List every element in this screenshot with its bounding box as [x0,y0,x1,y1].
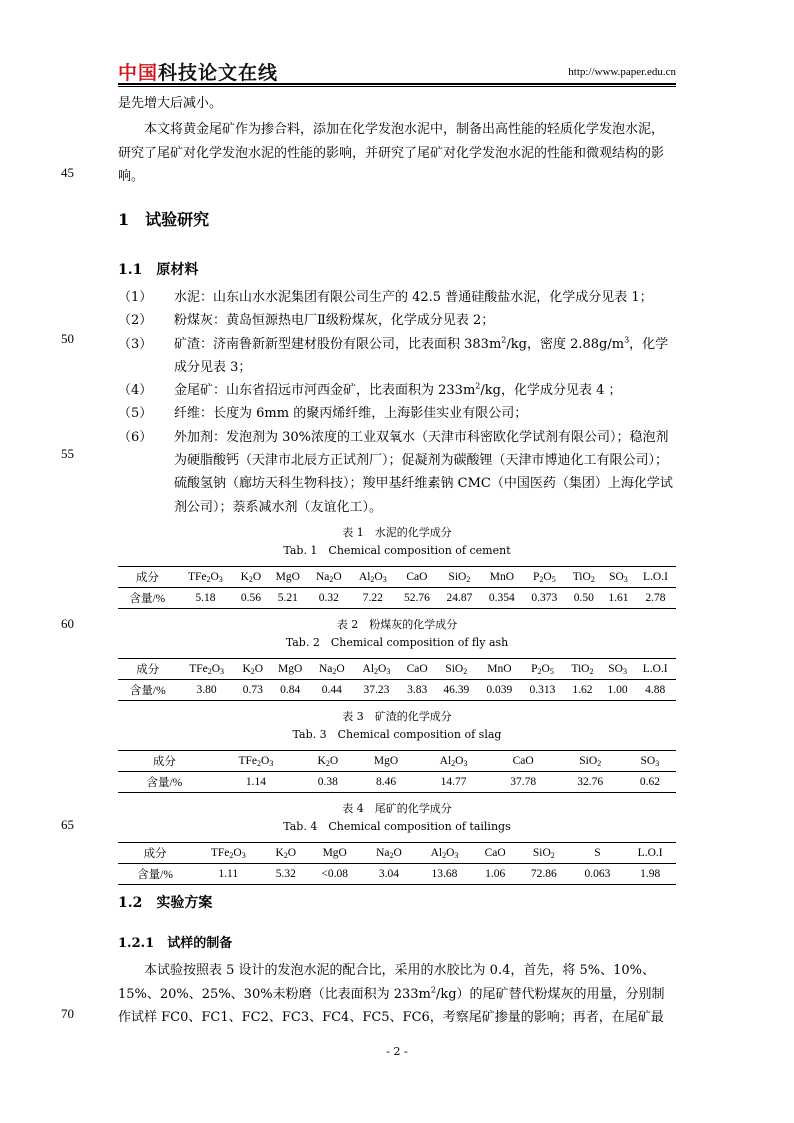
table-cell: 0.38 [301,772,354,793]
table-cell: 37.78 [490,772,557,793]
header-url[interactable]: http://www.paper.edu.cn [568,66,676,78]
table-cell: 含量/% [118,772,211,793]
table-header-cell: CaO [473,843,517,864]
list-item: （6） 外加剂：发泡剂为 30%浓度的工业双氧水（天津市科密欧化学试剂有限公司）；稳泡剂为硬脂酸钙（天津市北辰方正试剂厂）；促凝剂为碳酸锂（天津市博迪化工有限公司）；硫酸氢钠（廊坊天科生物科技）；羧甲基纤维素钠 CMC（中国医药（集团）上海化学试剂公司）；萘系减水剂（友谊化工）。 [118,429,673,515]
table-cell: 1.00 [601,680,635,701]
table-cell: 3.83 [400,680,435,701]
table-cell: 52.76 [396,588,438,609]
table-cell: 3.04 [362,864,415,885]
table-header-cell: $Na_2O$ [362,843,415,864]
table-header-cell: $TFe_2O_3$ [211,751,301,772]
table-cell: 32.76 [557,772,624,793]
table-cell: 含量/% [118,680,178,701]
table-header-cell: SiO$_2$ [435,659,478,680]
table-header-cell: $SO_3$ [624,751,676,772]
table-caption-en: Tab. 3 Chemical composition of slag [292,728,502,741]
table-cell: 1.62 [564,680,601,701]
page-number: - 2 - [386,1045,408,1058]
table-cell: 72.86 [517,864,571,885]
table-header-cell: TiO$_2$ [566,567,602,588]
materials-list [118,286,676,519]
table-cell: 24.87 [438,588,480,609]
table-header-cell: 成分 [118,567,177,588]
table-cell: 7.22 [350,588,396,609]
list-item: （2） 粉煤灰：黄岛恒源热电厂Ⅱ级粉煤灰，化学成分见表 2； [118,313,495,329]
table-cell: 0.063 [571,864,625,885]
table-cell: 0.32 [308,588,350,609]
table-cell: 0.50 [566,588,602,609]
table-header-cell: $P_2O_5$ [521,659,564,680]
table-header-cell: TiO$_2$ [564,659,601,680]
section-heading-1-2: 1.2 实验方案 [118,895,213,911]
list-item: （1） 水泥：山东山水水泥集团有限公司生产的 42.5 普通硅酸盐水泥，化学成分见表 1； [118,290,653,305]
intro-continuation: 是先增大后减小。 [118,96,223,111]
header-rule [118,83,676,85]
table-caption-cn: 表 1 水泥的化学成分 [342,526,452,539]
table-header-cell: S [571,843,625,864]
table-header-cell: L.O.I [634,659,676,680]
table-cell: 46.39 [435,680,478,701]
chemical-table [118,842,676,885]
table-header-row [118,567,676,588]
table-header-cell: SiO$_2$ [517,843,571,864]
line-number: 60 [61,616,74,631]
table-header-cell: CaO [400,659,435,680]
table-cell: 14.77 [418,772,490,793]
table-cell: 0.373 [523,588,565,609]
table-cell: 5.21 [268,588,308,609]
table-cell: 0.039 [478,680,521,701]
table-cell: 0.313 [521,680,564,701]
table-cell: 8.46 [355,772,418,793]
table-cell: 0.84 [270,680,310,701]
table-header-cell: $Al_2O_3$ [350,567,396,588]
table-header-cell: MnO [478,659,521,680]
table-header-cell: $Al_2O_3$ [353,659,399,680]
table-cell: 1.06 [473,864,517,885]
table-cell: 4.88 [634,680,676,701]
line-number: 55 [61,446,74,461]
section-heading-1-1: 1.1 原材料 [118,262,199,278]
table-header-cell: 成分 [118,751,211,772]
chemical-table [118,750,676,793]
line-number: 45 [61,165,74,180]
table-row [118,588,676,609]
table-cell: 3.80 [178,680,236,701]
table-header-cell: $K_2O$ [301,751,354,772]
table-caption-en: Tab. 1 Chemical composition of cement [283,544,511,557]
line-number: 50 [61,331,74,346]
table-cell: 1.14 [211,772,301,793]
table-header-row [118,659,676,680]
table-cell: 1.11 [192,864,264,885]
table-caption-en: Tab. 2 Chemical composition of fly ash [285,636,509,649]
chemical-table [118,566,676,609]
table-cell: 1.61 [602,588,635,609]
line-number: 65 [61,817,74,832]
header-rule-thin [118,86,676,87]
table-header-cell: $K_2O$ [236,659,270,680]
table-cell: 0.62 [624,772,676,793]
table-header-cell: MgO [270,659,310,680]
table-header-cell: MgO [307,843,362,864]
table-cell: 0.44 [310,680,353,701]
table-header-cell: 成分 [118,659,178,680]
table-row [118,864,676,885]
table-header-cell: SiO$_2$ [557,751,624,772]
table-header-cell: $K_2O$ [234,567,268,588]
table-header-cell: MnO [481,567,523,588]
list-item: （5） 纤维：长度为 6mm 的聚丙烯纤维，上海影佳实业有限公司； [118,406,528,422]
table-cell: <0.08 [307,864,362,885]
table-caption-cn: 表 3 矿渣的化学成分 [342,710,452,723]
table-header-cell: MgO [355,751,418,772]
table-header-cell: 成分 [118,843,192,864]
table-header-cell: $TFe_2O_3$ [178,659,236,680]
line-number: 70 [61,1006,74,1021]
table-cell: 含量/% [118,864,192,885]
table-header-row [118,843,676,864]
table-header-row [118,751,676,772]
table-header-cell: L.O.I [624,843,676,864]
table-header-cell: $SO_3$ [602,567,635,588]
table-row [118,772,676,793]
table-cell: 2.78 [635,588,676,609]
table-header-cell: $K_2O$ [264,843,307,864]
table-header-cell: $P_2O_5$ [523,567,565,588]
table-header-cell: $Al_2O_3$ [416,843,474,864]
table-caption-en: Tab. 4 Chemical composition of tailings [283,820,511,833]
table-cell: 5.32 [264,864,307,885]
table-cell: 1.98 [624,864,676,885]
table-header-cell: $Na_2O$ [308,567,350,588]
table-cell: 37.23 [353,680,399,701]
table-cell: 含量/% [118,588,177,609]
table-cell: 0.354 [481,588,523,609]
preparation-paragraph: 本试验按照表 5 设计的发泡水泥的配合比，采用的水胶比为 0.4，首先，将 5%、10%、15%、20%、25%、30%未粉磨（比表面积为 $233m^2/kg$）的尾矿替代粉煤灰的用量，分别制作试样 FC0、FC1、FC2、FC3、FC4、FC5、FC6，考察尾矿掺量的影响；再者，在尾矿最 [118,963,665,1025]
table-cell: 5.18 [177,588,234,609]
table-header-cell: $Al_2O_3$ [418,751,490,772]
table-cell: 0.56 [234,588,268,609]
table-caption-cn: 表 2 粉煤灰的化学成分 [336,618,458,631]
table-header-cell: MgO [268,567,308,588]
table-cell: 13.68 [416,864,474,885]
section-heading-1-2-1: 1.2.1 试样的制备 [118,936,233,951]
section-heading-1: 1 试验研究 [118,210,210,229]
table-header-cell: $SO_3$ [601,659,635,680]
chemical-table [118,658,676,701]
list-item: （3） 矿渣：济南鲁新新型建材股份有限公司，比表面积 $383m^2/kg$，密度 $2.88g/m^3$，化学成分见表 3； [118,335,669,375]
table-row [118,680,676,701]
table-header-cell: $Na_2O$ [310,659,353,680]
table-header-cell: SiO$_2$ [438,567,480,588]
table-caption-cn: 表 4 尾矿的化学成分 [342,802,452,815]
table-header-cell: L.O.I [635,567,676,588]
table-cell: 0.73 [236,680,270,701]
table-header-cell: $TFe_2O_3$ [192,843,264,864]
table-header-cell: CaO [396,567,438,588]
journal-logo: 中国科技论文在线 [118,62,279,84]
intro-paragraph: 本文将黄金尾矿作为掺合料，添加在化学发泡水泥中，制备出高性能的轻质化学发泡水泥，研究了尾矿对化学发泡水泥的性能的影响，并研究了尾矿对化学发泡水泥的性能和微观结构的影响。 [118,122,665,184]
table-header-cell: CaO [490,751,557,772]
table-header-cell: $TFe_2O_3$ [177,567,234,588]
list-item: （4） 金尾矿：山东省招远市河西金矿，比表面积为 $233m^2/kg$，化学成分见表 4 ； [118,381,622,399]
